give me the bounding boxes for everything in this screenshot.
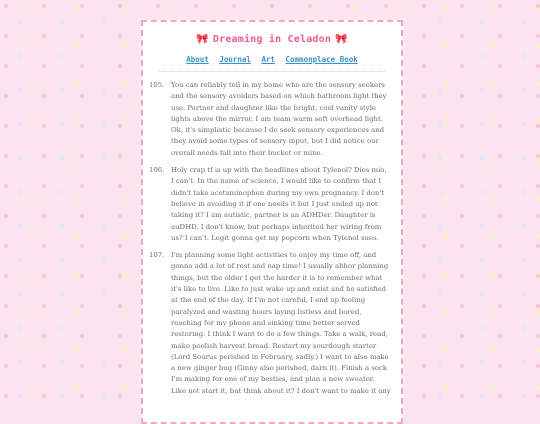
entry-text: Holy crap tf is up with the headlines about Tylenol? Dios mío, I can't. In the name of science, I would like to confirm that I didn't take acetaminophen during my own pregnancy. I don't believe in avoiding it if one needs it but I just ended up not taking it? I am autistic, partner is an ADHDer. Daughter is auDHD. I don't know, but perhaps inherited her wiring from us? I can't. Legit gonna get my popcorn when Tylenol sues. (171, 166, 387, 242)
journal-entries (149, 80, 391, 403)
content-card (141, 20, 403, 424)
nav-link-art[interactable]: Art (261, 55, 275, 64)
main-nav (143, 55, 401, 64)
bow-icon: 🎀 (196, 34, 209, 45)
site-title (143, 34, 401, 45)
entry-number: 106. (149, 166, 165, 175)
entry-number: 107. (149, 251, 165, 260)
entry-text: I'm planning some light activities to enjoy my time off, and gonna add a lot of rest and nap time! I usually abhor planning things, but the older I get the harder it is to remember what it's like to live. Like to just wake up and exist and be satisfied at the end of the day. If I'm not careful, I end up feeling paralyzed and wasting hours laying listless and bored, reaching for my phone and sinking time better served restoring. I think I want to do a few things. Take a walk, read, make poolish harvest bread. Restart my sourdough starter (Lord Sourus perished in February, sadly.) I want to also make a new ginger bug (Ginny also perished, darn it). Finish a sock I'm making for one of my besties, and plan a new sweater. Like not start it, but think about it? I don't want to make it any (171, 251, 391, 395)
divider (159, 71, 385, 72)
nav-link-commonplace-book[interactable]: Commonplace Book (285, 55, 358, 64)
nav-link-about[interactable]: About (186, 55, 209, 64)
journal-entry (149, 80, 391, 159)
bow-icon: 🎀 (335, 34, 348, 45)
entry-number: 105. (149, 81, 165, 89)
journal-entry (149, 250, 391, 397)
nav-link-journal[interactable]: Journal (219, 55, 251, 64)
journal-entry (149, 165, 391, 244)
site-title-text: Dreaming in Celadon (212, 34, 332, 45)
entry-text: You can reliably tell in my home who are the sensory seekers and the sensory avoiders based on which bathroom light they use. Partner and daughter like the bright, cool vanity style lights above the mirror. I am team warm soft overhead light. Ok, it's simplistic because I do seek sensory experiences and they avoid some types of sensory input, but I did notice our overall needs fall into their bucket or mine. (171, 81, 387, 157)
